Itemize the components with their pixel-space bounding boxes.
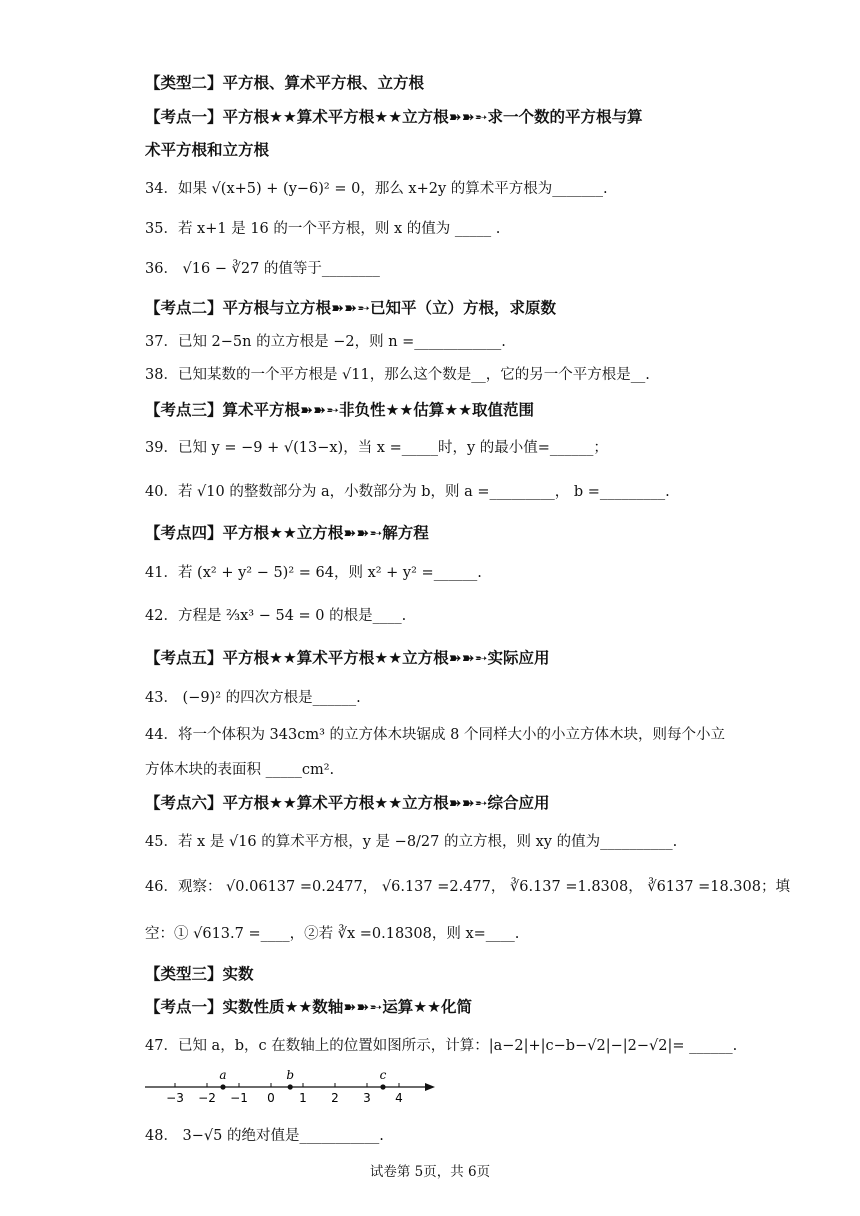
- number-line-figure: [145, 1066, 435, 1106]
- number-line-point-b: [288, 1084, 293, 1089]
- question-44-line2: 方体木块的表面积 _____cm².: [145, 762, 335, 778]
- question-38: 38．已知某数的一个平方根是 √11，那么这个数是__，它的另一个平方根是__.: [145, 367, 650, 383]
- real-number-topic-heading: 【考点一】实数性质★★数轴➽➽➵运算★★化简: [145, 998, 473, 1016]
- question-39: 39．已知 y = −9 + √(13−x)，当 x =_____时，y 的最小值=______；: [145, 440, 608, 456]
- number-line-tick-label: −1: [230, 1091, 248, 1105]
- question-42: 42．方程是 ⅔x³ − 54 = 0 的根是____.: [145, 608, 407, 624]
- question-36: 36． √16 − ∛27 的值等于________: [145, 261, 380, 277]
- number-line-tick-label: 0: [267, 1091, 275, 1105]
- number-line-point-a: [220, 1084, 225, 1089]
- topic-four-heading: 【考点四】平方根★★立方根➽➽➵解方程: [145, 524, 429, 542]
- topic-five-heading: 【考点五】平方根★★算术平方根★★立方根➽➽➵实际应用: [145, 649, 550, 667]
- question-47: 47．已知 a，b，c 在数轴上的位置如图所示，计算：|a−2|+|c−b−√2|−|2−√2|= ______.: [145, 1038, 738, 1054]
- question-46-line2: 空：① √613.7 =____，②若 ∛x =0.18308，则 x=____.: [145, 926, 520, 942]
- topic-one-heading-line1: 【考点一】平方根★★算术平方根★★立方根➽➽➵求一个数的平方根与算: [145, 108, 643, 126]
- question-48: 48． 3−√5 的绝对值是___________.: [145, 1128, 384, 1144]
- number-line-arrow: [425, 1083, 435, 1091]
- topic-one-heading-line2: 术平方根和立方根: [145, 141, 270, 159]
- question-35: 35．若 x+1 是 16 的一个平方根，则 x 的值为 _____ .: [145, 221, 501, 237]
- question-34: 34．如果 √(x+5) + (y−6)² = 0，那么 x+2y 的算术平方根为_______.: [145, 181, 608, 197]
- question-41: 41．若 (x² + y² − 5)² = 64，则 x² + y² =______.: [145, 565, 482, 581]
- question-43: 43． (−9)² 的四次方根是______.: [145, 690, 361, 706]
- topic-three-heading: 【考点三】算术平方根➽➽➵非负性★★估算★★取值范围: [145, 401, 535, 419]
- question-46-line1: 46．观察： √0.06137 =0.2477， √6.137 =2.477， ∛6.137 =1.8308， ∛6137 =18.308；填: [145, 879, 790, 895]
- type-two-heading: 【类型二】平方根、算术平方根、立方根: [145, 74, 425, 92]
- number-line-tick-label: 4: [395, 1091, 403, 1105]
- topic-two-heading: 【考点二】平方根与立方根➽➽➵已知平（立）方根，求原数: [145, 299, 556, 317]
- number-line-tick-label: −3: [166, 1091, 184, 1105]
- question-40: 40．若 √10 的整数部分为 a，小数部分为 b，则 a =_________， b =_________.: [145, 484, 670, 500]
- number-line-point-label-c: c: [379, 1068, 387, 1082]
- page-footer: 试卷第 5页，共 6页: [369, 1164, 491, 1180]
- number-line-point-label-a: a: [219, 1068, 227, 1082]
- number-line-tick-label: −2: [198, 1091, 216, 1105]
- type-three-heading: 【类型三】实数: [145, 965, 254, 983]
- number-line-tick-label: 1: [299, 1091, 307, 1105]
- topic-six-heading: 【考点六】平方根★★算术平方根★★立方根➽➽➵综合应用: [145, 794, 550, 812]
- number-line-point-c: [380, 1084, 385, 1089]
- number-line-tick-label: 3: [363, 1091, 371, 1105]
- question-37: 37．已知 2−5n 的立方根是 −2，则 n =____________.: [145, 334, 506, 350]
- question-45: 45．若 x 是 √16 的算术平方根，y 是 −8/27 的立方根，则 xy 的值为__________.: [145, 834, 678, 850]
- number-line-ticks: [166, 1083, 403, 1105]
- number-line-tick-label: 2: [331, 1091, 339, 1105]
- number-line-point-label-b: b: [286, 1068, 295, 1082]
- question-44-line1: 44．将一个体积为 343cm³ 的立方体木块锯成 8 个同样大小的小立方体木块，则每个小立: [145, 727, 725, 743]
